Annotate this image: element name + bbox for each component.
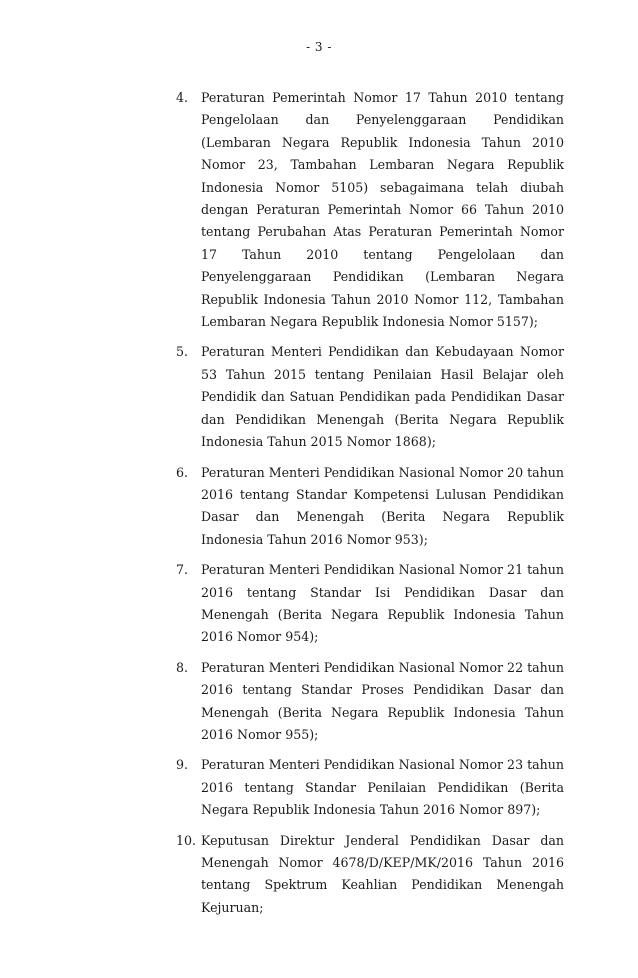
item-number: 10. — [176, 832, 197, 848]
item-number: 6. — [176, 464, 189, 480]
item-text: Peraturan Menteri Pendidikan Nasional Nomor 23 tahun 2016 tentang Standar Penilaian Pendidikan (Berita Negara Republik Indonesia Tahun 2016 Nomor 897); — [201, 757, 564, 818]
item-text: Peraturan Menteri Pendidikan Nasional Nomor 20 tahun 2016 tentang Standar Kompetensi Lulusan Pendidikan Dasar dan Menengah (Berita Negara Republik Indonesia Tahun 2016 Nomor 953); — [201, 464, 564, 547]
item-text: Peraturan Pemerintah Nomor 17 Tahun 2010 tentang Pengelolaan dan Penyelenggaraan Pendidikan (Lembaran Negara Republik Indonesia Tahun 2010 Nomor 23, Tambahan Lembaran Negara Republik Indonesia Nomor 5105) sebagaimana telah diubah dengan Peraturan Pemerintah Nomor 66 Tahun 2010 tentang Perubahan Atas Peraturan Pemerintah Nomor 17 Tahun 2010 tentang Pengelolaan dan Penyelenggaraan Pendidikan (Lembaran Negara Republik Indonesia Tahun 2010 Nomor 112, Tambahan Lembaran Negara Republik Indonesia Nomor 5157); — [201, 90, 564, 330]
item-number: 8. — [176, 659, 189, 675]
item-number: 4. — [176, 90, 189, 105]
page-number: - 3 - — [306, 40, 332, 54]
list-item — [176, 657, 564, 747]
item-number: 9. — [176, 757, 189, 773]
item-text: Peraturan Menteri Pendidikan dan Kebudayaan Nomor 53 Tahun 2015 tentang Penilaian Hasil Belajar oleh Pendidik dan Satuan Pendidikan pada Pendidikan Dasar dan Pendidikan Menengah (Berita Negara Republik Indonesia Tahun 2015 Nomor 1868); — [201, 344, 564, 450]
list-item — [176, 341, 564, 453]
item-number: 7. — [176, 562, 189, 578]
item-text: Peraturan Menteri Pendidikan Nasional Nomor 21 tahun 2016 tentang Standar Isi Pendidikan Dasar dan Menengah (Berita Negara Republik Indonesia Tahun 2016 Nomor 954); — [201, 562, 564, 645]
list-item — [176, 830, 564, 920]
list-item — [176, 87, 564, 333]
list-item — [176, 559, 564, 649]
list-item — [176, 462, 564, 552]
item-number: 5. — [176, 344, 189, 360]
list-item — [176, 754, 564, 821]
item-text: Keputusan Direktur Jenderal Pendidikan Dasar dan Menengah Nomor 4678/D/KEP/MK/2016 Tahun 2016 tentang Spektrum Keahlian Pendidikan Menengah Kejuruan; — [201, 832, 564, 915]
legal-basis-list — [176, 87, 564, 927]
item-text: Peraturan Menteri Pendidikan Nasional Nomor 22 tahun 2016 tentang Standar Proses Pendidikan Dasar dan Menengah (Berita Negara Republik Indonesia Tahun 2016 Nomor 955); — [201, 659, 564, 742]
